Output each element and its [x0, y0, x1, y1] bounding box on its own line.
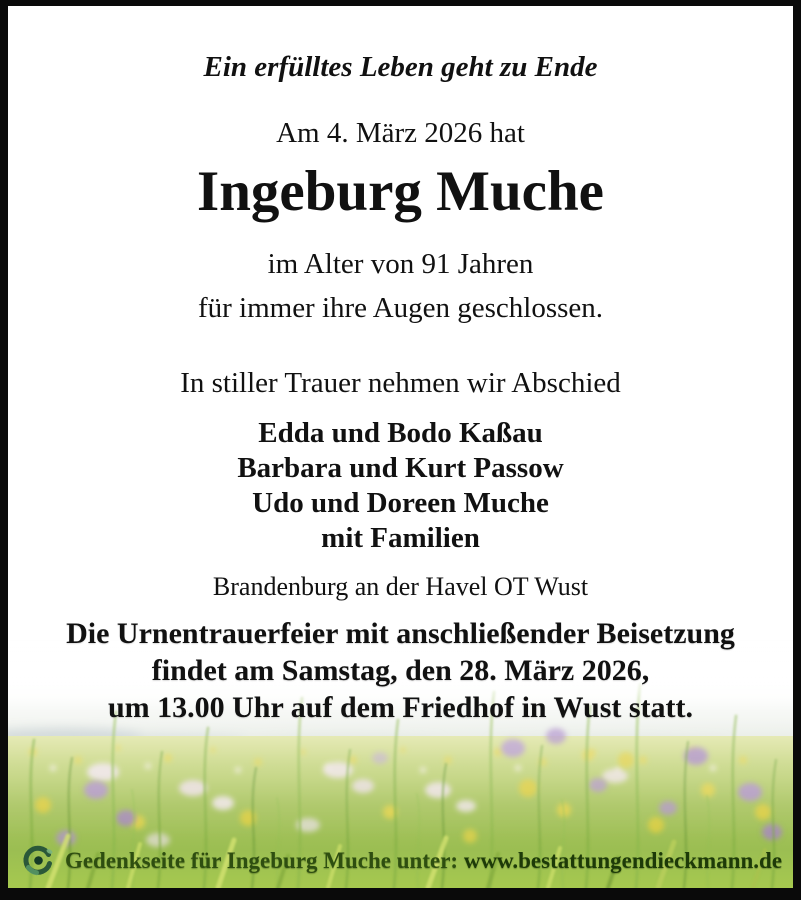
ceremony-line: findet am Samstag, den 28. März 2026, — [151, 654, 650, 687]
memorial-website: www.bestattungendieckmann.de — [463, 848, 783, 873]
ceremony-line: Die Urnentrauerfeier mit anschließender Beisetzung — [66, 617, 735, 650]
deceased-name: Ingeburg Muche — [197, 160, 604, 223]
mourner-line: Barbara und Kurt Passow — [237, 452, 564, 484]
closing-line: für immer ihre Augen geschlossen. — [197, 292, 604, 324]
opening-phrase: Ein erfülltes Leben geht zu Ende — [203, 51, 598, 83]
memorial-separator: unter: — [396, 848, 459, 873]
memorial-footer — [8, 842, 793, 880]
age-line: im Alter von 91 Jahren — [267, 248, 534, 280]
ceremony-line: um 13.00 Uhr auf dem Friedhof in Wust statt. — [107, 691, 694, 724]
notice-card — [8, 6, 793, 888]
mourner-line: Udo und Doreen Muche — [252, 487, 549, 519]
memorial-footer-text — [65, 848, 782, 874]
memorial-page-label: Gedenkseite für Ingeburg Muche — [64, 848, 391, 873]
death-date-line: Am 4. März 2026 hat — [276, 117, 525, 149]
mourner-line: mit Familien — [321, 522, 480, 554]
mourning-line: In stiller Trauer nehmen wir Abschied — [180, 367, 621, 399]
funeral-home-logo-icon — [19, 842, 57, 880]
mourner-line: Edda und Bodo Kaßau — [258, 417, 543, 449]
location-line: Brandenburg an der Havel OT Wust — [212, 572, 589, 601]
